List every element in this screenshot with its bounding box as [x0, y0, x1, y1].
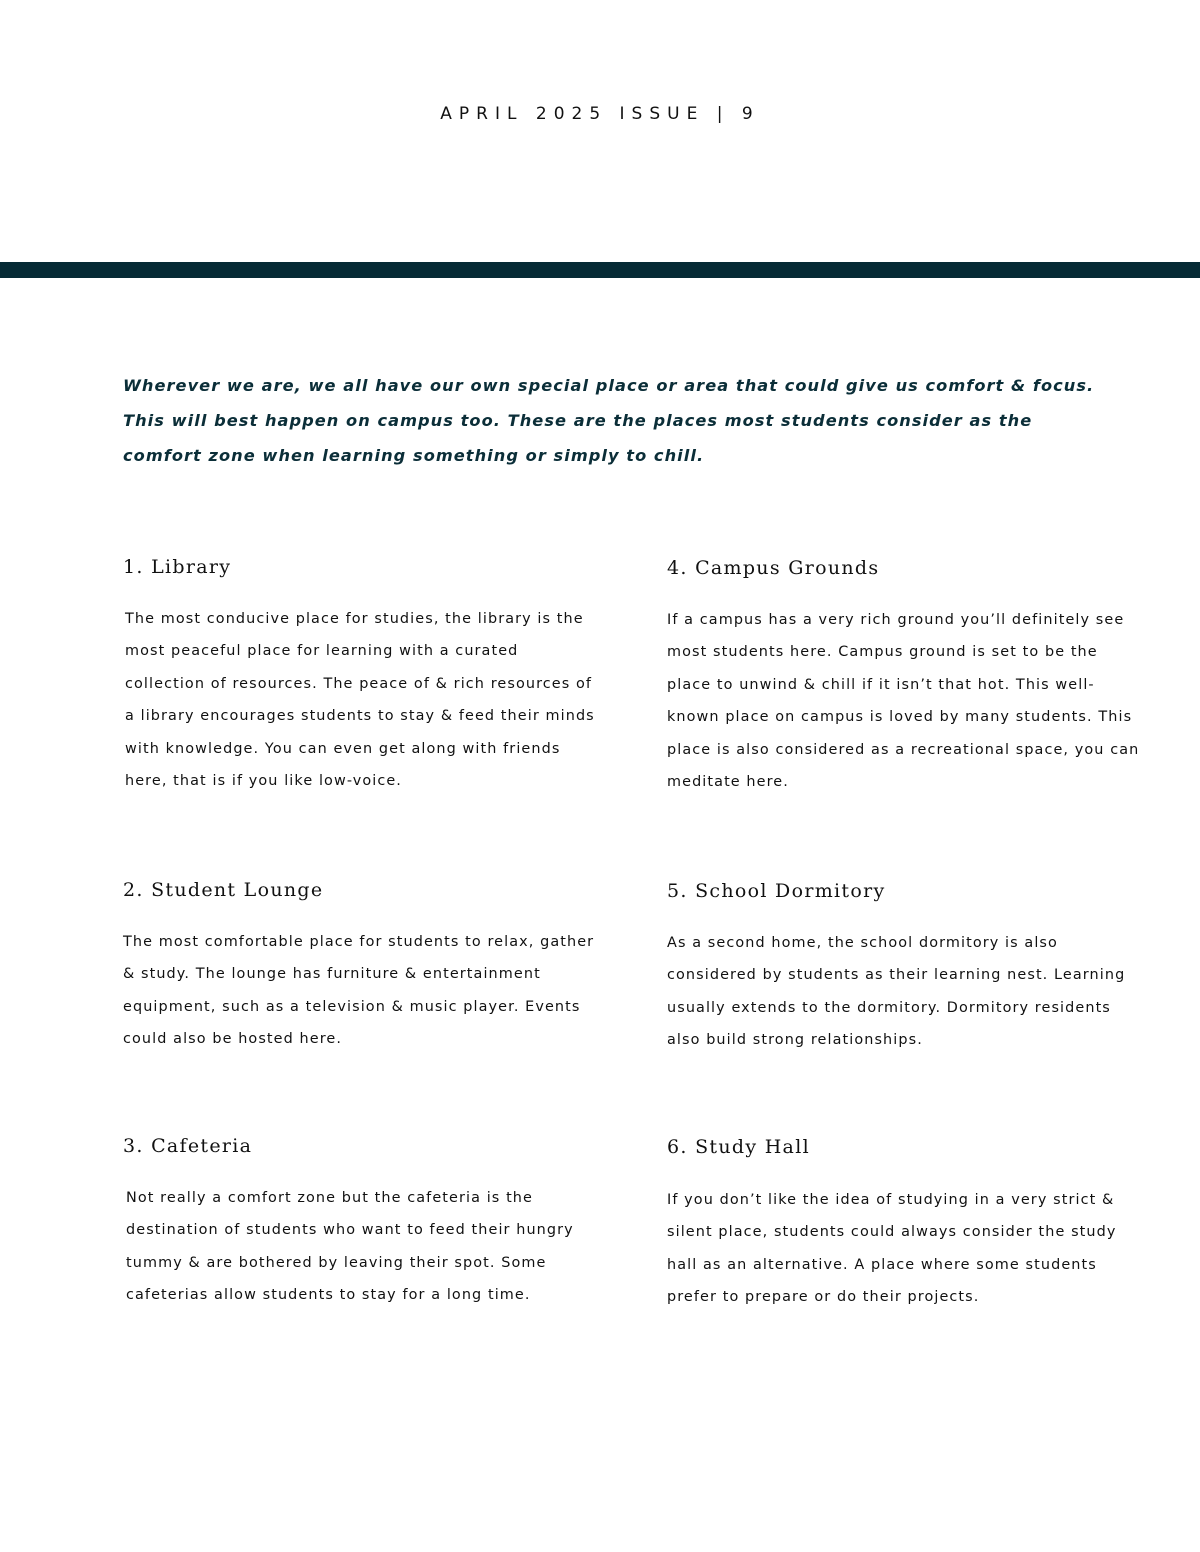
- issue-header: APRIL 2025 ISSUE | 9: [440, 104, 760, 124]
- section-title: 2. Student Lounge: [123, 879, 324, 901]
- section-body: The most conducive place for studies, the library is the most peaceful place for learning with a curated collection of resources. The peace of & rich resources of a library encourages students to stay & feed their minds with knowledge. You can even get along with friends here, that is if you like low-voice.: [125, 611, 595, 790]
- section-body: As a second home, the school dormitory is also considered by students as their learning nest. Learning usually extends to the dormitory. Dormitory residents also build strong relationships.: [667, 935, 1126, 1049]
- section-campus-grounds: [667, 555, 1147, 791]
- header-band: [0, 262, 1200, 278]
- section-study-hall: [667, 1134, 1147, 1306]
- section-title: 1. Library: [123, 556, 232, 578]
- section-title: 6. Study Hall: [667, 1136, 810, 1158]
- section-cafeteria: [123, 1133, 603, 1304]
- section-title: 5. School Dormitory: [667, 880, 886, 902]
- section-body: Not really a comfort zone but the cafeteria is the destination of students who want to feed their hungry tummy & are bothered by leaving their spot. Some cafeterias allow students to stay for a long time.: [126, 1190, 574, 1304]
- section-body: The most comfortable place for students to relax, gather & study. The lounge has furniture & entertainment equipment, such as a television & music player. Events could also be hosted here.: [123, 934, 595, 1048]
- section-body: If a campus has a very rich ground you’ll definitely see most students here. Campus ground is set to be the place to unwind & chill if it isn’t that hot. This well-known place on campus is loved by many students. This place is also considered as a recreational space, you can meditate here.: [667, 612, 1140, 791]
- section-school-dormitory: [667, 878, 1147, 1049]
- section-student-lounge: [123, 877, 603, 1048]
- section-title: 3. Cafeteria: [123, 1135, 253, 1157]
- section-body: If you don’t like the idea of studying in a very strict & silent place, students could always consider the study hall as an alternative. A place where some students prefer to prepare or do their projects.: [667, 1192, 1117, 1306]
- intro-paragraph: Wherever we are, we all have our own special place or area that could give us comfort & focus. This will best happen on campus too. These are the places most students consider as the comfort zone when learning something or simply to chill.: [123, 376, 1095, 465]
- section-title: 4. Campus Grounds: [667, 557, 880, 579]
- section-library: [123, 554, 603, 790]
